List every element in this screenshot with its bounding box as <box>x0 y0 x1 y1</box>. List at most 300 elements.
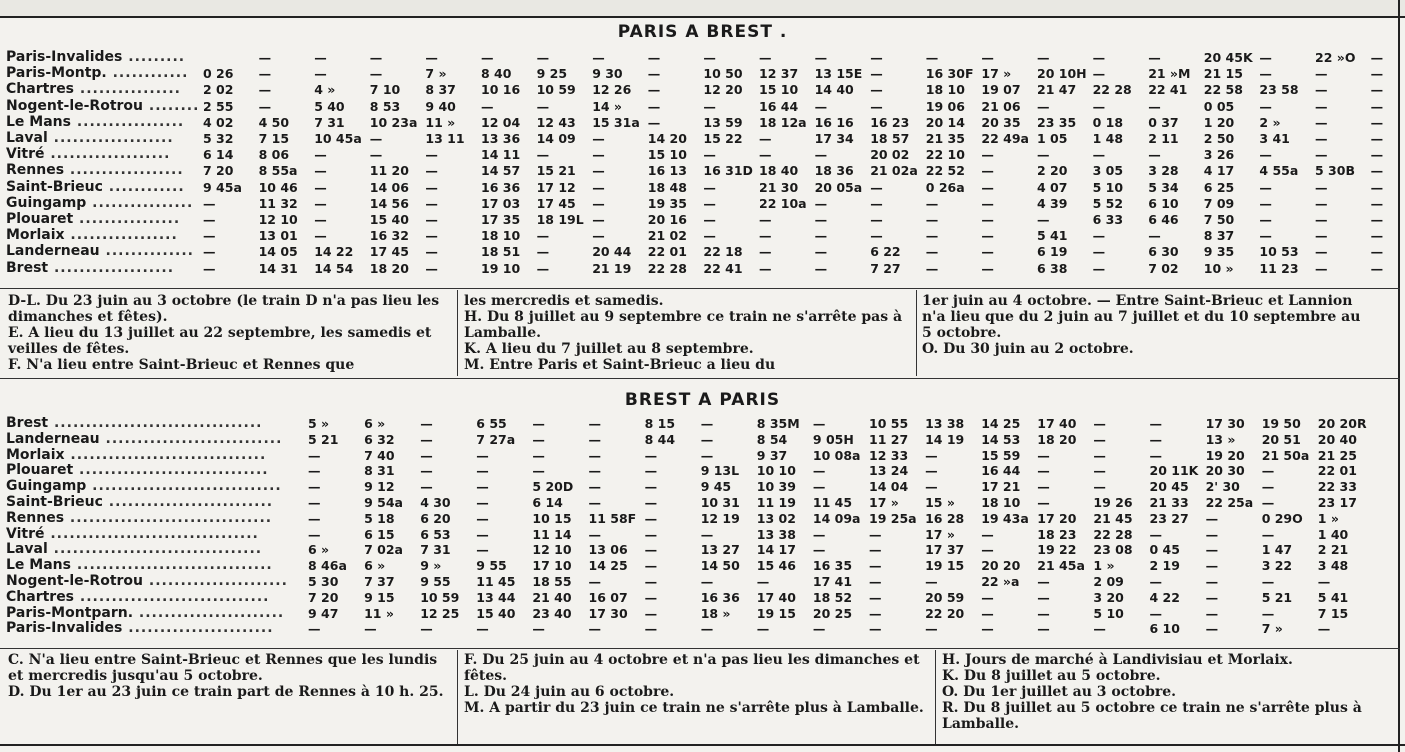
time-cell: — <box>1370 244 1384 260</box>
time-cell: 22 41 <box>1148 82 1188 98</box>
station-label: Vitré <box>6 146 45 163</box>
time-cell: 7 20 <box>308 589 339 605</box>
time-cell: — <box>703 98 716 114</box>
time-cell: — <box>1315 244 1328 260</box>
time-cell: 16 36 <box>700 589 740 605</box>
station-label: Guingamp <box>6 194 87 211</box>
time-cell: 10 15 <box>532 510 572 526</box>
timetable-row <box>6 163 1396 178</box>
time-cell: 0 18 <box>1092 114 1124 130</box>
time-cell: 1 » <box>1093 558 1115 574</box>
time-cell: — <box>1037 479 1050 495</box>
time-cell: — <box>258 50 272 65</box>
timetable-row <box>6 463 1396 478</box>
time-cell: 5 41 <box>1037 228 1068 244</box>
station-name <box>6 212 201 227</box>
time-cell: — <box>981 542 994 558</box>
time-cell: 2 02 <box>203 82 234 98</box>
time-cell: — <box>644 558 658 574</box>
timetable-row <box>6 511 1396 526</box>
time-cell: 3 20 <box>1093 589 1124 605</box>
time-cell: 18 10 <box>481 228 521 244</box>
time-cell: — <box>369 131 383 146</box>
station-label: Brest <box>6 259 49 276</box>
time-cell: 20 51 <box>1261 431 1301 447</box>
leader-dots: ................. <box>64 227 178 244</box>
station-name <box>6 621 306 636</box>
time-cell: — <box>869 558 882 574</box>
time-cell: — <box>1148 228 1161 244</box>
time-cell: — <box>703 195 716 211</box>
time-cell: 20 16 <box>647 212 687 227</box>
time-cell: — <box>592 147 605 163</box>
time-cell: — <box>644 495 658 510</box>
time-cell: 12 04 <box>481 114 521 130</box>
time-cell: — <box>425 228 438 244</box>
note: R. Du 8 juillet au 5 octobre ce train ne s'arrête plus à Lamballe. <box>942 700 1362 732</box>
time-cell: — <box>592 195 605 211</box>
time-cell: — <box>1205 621 1219 637</box>
time-cell: 14 09 <box>536 131 576 146</box>
time-cell: 19 26 <box>1093 495 1133 510</box>
time-cell: 7 27a <box>476 431 516 447</box>
time-cell: 1 » <box>1317 510 1339 526</box>
time-cell: 20 59 <box>925 589 965 605</box>
time-cell: — <box>700 416 714 431</box>
leader-dots: ................... <box>47 130 174 146</box>
time-cell: 5 20D <box>532 479 574 495</box>
time-cell: — <box>1093 431 1106 447</box>
station-label: Paris-Montparn. <box>6 604 134 621</box>
time-cell: — <box>981 260 994 276</box>
leader-dots: .............. <box>99 243 194 260</box>
time-cell: — <box>1315 66 1328 82</box>
time-cell: 16 32 <box>369 228 409 244</box>
time-cell: — <box>592 131 605 146</box>
time-cell: 7 20 <box>203 163 234 179</box>
time-cell: 5 10 <box>1093 605 1124 621</box>
time-cell: — <box>1317 621 1331 637</box>
station-label: Rennes <box>6 162 65 179</box>
time-cell: 16 07 <box>588 589 628 605</box>
time-cell: — <box>588 447 601 463</box>
time-cell: 9 » <box>420 558 442 574</box>
timetable-row <box>6 82 1396 97</box>
time-cell: — <box>1259 212 1272 227</box>
time-cell: — <box>1148 147 1161 163</box>
time-cell: 7 09 <box>1203 195 1235 211</box>
note: F. Du 25 juin au 4 octobre et n'a pas lieu les dimanches et fêtes. <box>464 652 920 684</box>
time-cell: — <box>812 621 826 637</box>
time-cell: — <box>308 495 321 510</box>
time-cell: 21 50a <box>1261 447 1310 463</box>
leader-dots: ................................ <box>64 509 273 526</box>
time-cell: 21 02a <box>870 163 918 179</box>
time-cell: — <box>425 147 438 163</box>
time-cell: — <box>1093 479 1106 495</box>
time-cell: 22 »a <box>981 574 1020 589</box>
time-cell: 5 32 <box>203 131 234 146</box>
time-cell: 11 45 <box>812 495 853 510</box>
time-cell: 3 28 <box>1148 163 1179 179</box>
time-cell: 7 31 <box>420 542 451 558</box>
time-cell: — <box>536 260 550 276</box>
time-cell: — <box>647 50 661 65</box>
time-cell: — <box>1315 147 1328 163</box>
time-cell: 17 37 <box>925 542 965 558</box>
timetable-row <box>6 527 1396 542</box>
time-cell: 11 » <box>364 605 394 621</box>
time-cell: 14 17 <box>756 542 796 558</box>
time-cell: — <box>700 447 714 463</box>
time-cell: — <box>1093 447 1106 463</box>
time-cell: 22 25a <box>1205 495 1254 510</box>
time-cell: 2 19 <box>1149 558 1180 574</box>
station-label: Plouaret <box>6 462 74 479</box>
time-cell: 6 46 <box>1148 212 1179 227</box>
note: les mercredis et samedis. <box>464 293 664 309</box>
paris-brest-notes-col3 <box>922 293 1362 357</box>
time-cell: — <box>644 605 658 621</box>
time-cell: 18 40 <box>759 163 799 179</box>
time-cell: — <box>1370 163 1384 179</box>
leader-dots: ............................... <box>70 557 273 574</box>
time-cell: 16 36 <box>481 179 521 195</box>
station-label: Paris-Invalides <box>6 49 123 65</box>
time-cell: — <box>1093 463 1106 479</box>
time-cell: 22 41 <box>703 260 743 276</box>
note: M. Entre Paris et Saint-Brieuc a lieu du <box>464 357 776 373</box>
time-cell: — <box>1149 605 1162 621</box>
time-cell: — <box>425 212 438 227</box>
time-cell: 14 53 <box>981 431 1021 447</box>
time-cell: 13 » <box>1205 431 1236 447</box>
time-cell: 13 59 <box>703 114 743 130</box>
timetable-row <box>6 432 1396 447</box>
time-cell: 15 » <box>925 495 955 510</box>
time-cell: 8 35M <box>756 416 800 431</box>
time-cell: — <box>532 431 545 447</box>
paris-brest-title: PARIS A BREST . <box>617 22 788 42</box>
time-cell: — <box>703 228 716 244</box>
time-cell: — <box>700 431 714 447</box>
time-cell: — <box>1205 574 1219 589</box>
station-label: Nogent-le-Rotrou <box>6 97 144 114</box>
time-cell: — <box>1092 98 1106 114</box>
station-name <box>6 542 306 557</box>
time-cell: 16 13 <box>647 163 687 179</box>
time-cell: 19 15 <box>756 605 796 621</box>
time-cell: — <box>203 260 216 276</box>
time-cell: 4 22 <box>1149 589 1180 605</box>
time-cell: — <box>870 195 883 211</box>
time-cell: — <box>1149 447 1162 463</box>
time-cell: 7 15 <box>258 131 290 146</box>
time-cell: — <box>1037 621 1050 637</box>
leader-dots: .............................. <box>86 478 282 495</box>
time-cell: 14 25 <box>981 416 1021 431</box>
top-rule <box>0 0 1405 18</box>
time-cell: 14 31 <box>258 260 298 276</box>
time-cell: — <box>703 147 716 163</box>
time-cell: 20 30 <box>1205 463 1245 479</box>
time-cell: — <box>476 495 489 510</box>
time-cell: — <box>425 260 438 276</box>
time-cell: — <box>1370 114 1384 130</box>
time-cell: 5 21 <box>1261 589 1293 605</box>
timetable-row <box>6 558 1396 573</box>
station-label: Saint-Brieuc <box>6 494 103 510</box>
time-cell: — <box>759 260 772 276</box>
time-cell: 11 19 <box>756 495 796 510</box>
time-cell: — <box>1315 114 1328 130</box>
time-cell: 19 06 <box>925 98 965 114</box>
time-cell: — <box>1370 131 1384 146</box>
time-cell: 9 55 <box>476 558 507 574</box>
time-cell: — <box>644 621 658 637</box>
leader-dots: .......................... <box>102 494 274 510</box>
time-cell: 7 27 <box>870 260 901 276</box>
time-cell: 6 20 <box>420 510 451 526</box>
time-cell: 6 33 <box>1092 212 1124 227</box>
time-cell: — <box>869 589 882 605</box>
time-cell: — <box>814 195 828 211</box>
time-cell: 22 01 <box>647 244 687 260</box>
time-cell: 21 »M <box>1148 66 1191 82</box>
time-cell: 18 » <box>700 605 731 621</box>
station-label: Laval <box>6 130 48 146</box>
time-cell: — <box>314 163 327 179</box>
brest-paris-notes-col2 <box>464 652 924 716</box>
station-label: Morlaix <box>6 227 65 244</box>
station-label: Chartres <box>6 588 75 605</box>
time-cell: — <box>420 463 433 479</box>
time-cell: — <box>644 574 658 589</box>
note: 1er juin au 4 octobre. — Entre Saint-Brieuc et Lannion n'a lieu que du 2 juin au 7 juillet et du 10 septembre au 5 octobre. <box>922 293 1361 341</box>
time-cell: 21 47 <box>1037 82 1077 98</box>
time-cell: — <box>759 50 772 65</box>
time-cell: 7 37 <box>364 574 395 589</box>
station-name <box>6 558 306 573</box>
time-cell: — <box>532 447 545 463</box>
time-cell: 18 36 <box>814 163 854 179</box>
time-cell: 1 48 <box>1092 131 1124 146</box>
time-cell: — <box>814 244 828 260</box>
time-cell: 14 20 <box>647 131 687 146</box>
leader-dots: ................. <box>70 113 185 130</box>
time-cell: — <box>420 447 433 463</box>
time-cell: — <box>647 66 661 82</box>
time-cell: — <box>1261 495 1275 510</box>
time-cell: — <box>925 244 939 260</box>
time-cell: 7 50 <box>1203 212 1235 227</box>
notes-divider <box>916 290 917 376</box>
time-cell: 6 10 <box>1149 621 1180 637</box>
time-cell: — <box>592 228 605 244</box>
time-cell: — <box>536 228 550 244</box>
time-cell: — <box>1037 463 1050 479</box>
right-rule <box>1398 0 1400 752</box>
time-cell: 23 40 <box>532 605 572 621</box>
time-cell: — <box>703 50 716 65</box>
time-cell: 20 02 <box>870 147 910 163</box>
time-cell: 23 08 <box>1093 542 1133 558</box>
station-name <box>6 131 201 146</box>
time-cell: 11 32 <box>258 195 298 211</box>
station-label: Saint-Brieuc <box>6 178 103 195</box>
time-cell: 21 40 <box>532 589 572 605</box>
time-cell: — <box>870 228 883 244</box>
time-cell: 22 28 <box>1093 526 1133 542</box>
time-cell: — <box>536 98 550 114</box>
note: H. Jours de marché à Landivisiau et Morlaix. <box>942 652 1293 668</box>
time-cell: 12 25 <box>420 605 460 621</box>
time-cell: — <box>759 212 772 227</box>
time-cell: 19 43a <box>981 510 1029 526</box>
station-name <box>6 196 201 211</box>
time-cell: — <box>1205 542 1219 558</box>
time-cell: — <box>1315 82 1328 98</box>
time-cell: — <box>1315 228 1328 244</box>
time-cell: 18 19L <box>536 212 584 227</box>
time-cell: 20 14 <box>925 114 965 130</box>
time-cell: — <box>1037 447 1050 463</box>
time-cell: — <box>1261 605 1275 621</box>
time-cell: — <box>536 50 550 65</box>
time-cell: — <box>756 621 770 637</box>
time-cell: 22 10 <box>925 147 965 163</box>
time-cell: 20 05a <box>814 179 863 195</box>
time-cell: — <box>369 50 383 65</box>
timetable-row <box>6 621 1396 636</box>
time-cell: — <box>1259 147 1272 163</box>
time-cell: — <box>308 526 321 542</box>
time-cell: — <box>700 526 714 542</box>
timetable-row <box>6 212 1396 227</box>
time-cell: 20 10H <box>1037 66 1087 82</box>
time-cell: 21 25 <box>1317 447 1357 463</box>
time-cell: — <box>812 542 826 558</box>
time-cell: — <box>870 50 883 65</box>
time-cell: 11 45 <box>476 574 516 589</box>
time-cell: 6 15 <box>364 526 395 542</box>
time-cell: 13 24 <box>869 463 909 479</box>
time-cell: — <box>1092 50 1106 65</box>
time-cell: 3 22 <box>1261 558 1293 574</box>
time-cell: — <box>1315 98 1328 114</box>
station-label: Paris-Invalides <box>6 620 123 637</box>
time-cell: — <box>532 416 545 431</box>
time-cell: — <box>420 479 433 495</box>
time-cell: — <box>925 463 938 479</box>
time-cell: 14 54 <box>314 260 354 276</box>
time-cell: 19 20 <box>1205 447 1245 463</box>
time-cell: — <box>981 589 994 605</box>
time-cell: 1 40 <box>1317 526 1349 542</box>
paris-brest-notes-col1 <box>8 293 448 373</box>
time-cell: — <box>258 82 272 98</box>
time-cell: 13 02 <box>756 510 796 526</box>
time-cell: 9 05H <box>812 431 854 447</box>
station-name <box>6 463 306 478</box>
time-cell: 12 19 <box>700 510 740 526</box>
timetable-row <box>6 196 1396 211</box>
time-cell: 14 » <box>592 98 623 114</box>
note: D-L. Du 23 juin au 3 octobre (le train D n'a pas lieu les dimanches et fêtes). <box>8 293 440 325</box>
station-name <box>6 432 306 447</box>
time-cell: 11 » <box>425 114 456 130</box>
time-cell: 22 33 <box>1317 479 1357 495</box>
brest-paris-title: BREST A PARIS <box>624 390 781 410</box>
timetable-row <box>6 495 1396 510</box>
time-cell: 20 25 <box>812 605 853 621</box>
time-cell: — <box>925 260 939 276</box>
time-cell: 17 » <box>869 495 899 510</box>
time-cell: — <box>203 195 216 211</box>
time-cell: 6 30 <box>1148 244 1179 260</box>
time-cell: 10 59 <box>536 82 576 98</box>
time-cell: 7 02 <box>1148 260 1179 276</box>
time-cell: 14 06 <box>369 179 409 195</box>
note: H. Du 8 juillet au 9 septembre ce train ne s'arrête pas à Lamballe. <box>464 309 903 341</box>
time-cell: 6 » <box>364 416 386 431</box>
time-cell: 2 55 <box>203 98 234 114</box>
time-cell: — <box>812 479 826 495</box>
time-cell: — <box>425 163 438 179</box>
time-cell: — <box>314 212 327 227</box>
note: C. N'a lieu entre Saint-Brieuc et Rennes que les lundis et mercredis jusqu'au 5 octobre. <box>8 652 438 684</box>
time-cell: — <box>308 510 321 526</box>
station-name <box>6 261 201 276</box>
time-cell: 16 23 <box>870 114 910 130</box>
time-cell: — <box>1037 495 1050 510</box>
time-cell: — <box>870 98 883 114</box>
time-cell: — <box>869 542 882 558</box>
station-label: Rennes <box>6 509 65 526</box>
station-name <box>6 244 201 259</box>
time-cell: — <box>1093 621 1106 637</box>
time-cell: — <box>981 212 994 227</box>
time-cell: — <box>1315 131 1328 146</box>
time-cell: 22 49a <box>981 131 1029 146</box>
time-cell: 15 46 <box>756 558 796 574</box>
time-cell: 17 34 <box>814 131 854 146</box>
station-label: Le Mans <box>6 557 71 574</box>
time-cell: — <box>981 163 994 179</box>
time-cell: — <box>425 179 438 195</box>
time-cell: 20 20 <box>981 558 1021 574</box>
note: D. Du 1er au 23 juin ce train part de Rennes à 10 h. 25. <box>8 684 444 700</box>
time-cell: 5 41 <box>1317 589 1349 605</box>
time-cell: — <box>476 479 489 495</box>
time-cell: 15 22 <box>703 131 743 146</box>
time-cell: 0 29O <box>1261 510 1303 526</box>
station-label: Morlaix <box>6 446 65 463</box>
time-cell: 10 45a <box>314 131 362 146</box>
time-cell: 15 40 <box>476 605 516 621</box>
time-cell: 20 44 <box>592 244 632 260</box>
time-cell: — <box>1370 147 1384 163</box>
time-cell: — <box>1259 179 1272 195</box>
note: K. A lieu du 7 juillet au 8 septembre. <box>464 341 754 357</box>
time-cell: 0 37 <box>1148 114 1179 130</box>
time-cell: 21 06 <box>981 98 1021 114</box>
time-cell: 0 05 <box>1203 98 1235 114</box>
timetable-row <box>6 448 1396 463</box>
time-cell: 4 55a <box>1259 163 1299 179</box>
station-name <box>6 590 306 605</box>
time-cell: 4 17 <box>1203 163 1235 179</box>
